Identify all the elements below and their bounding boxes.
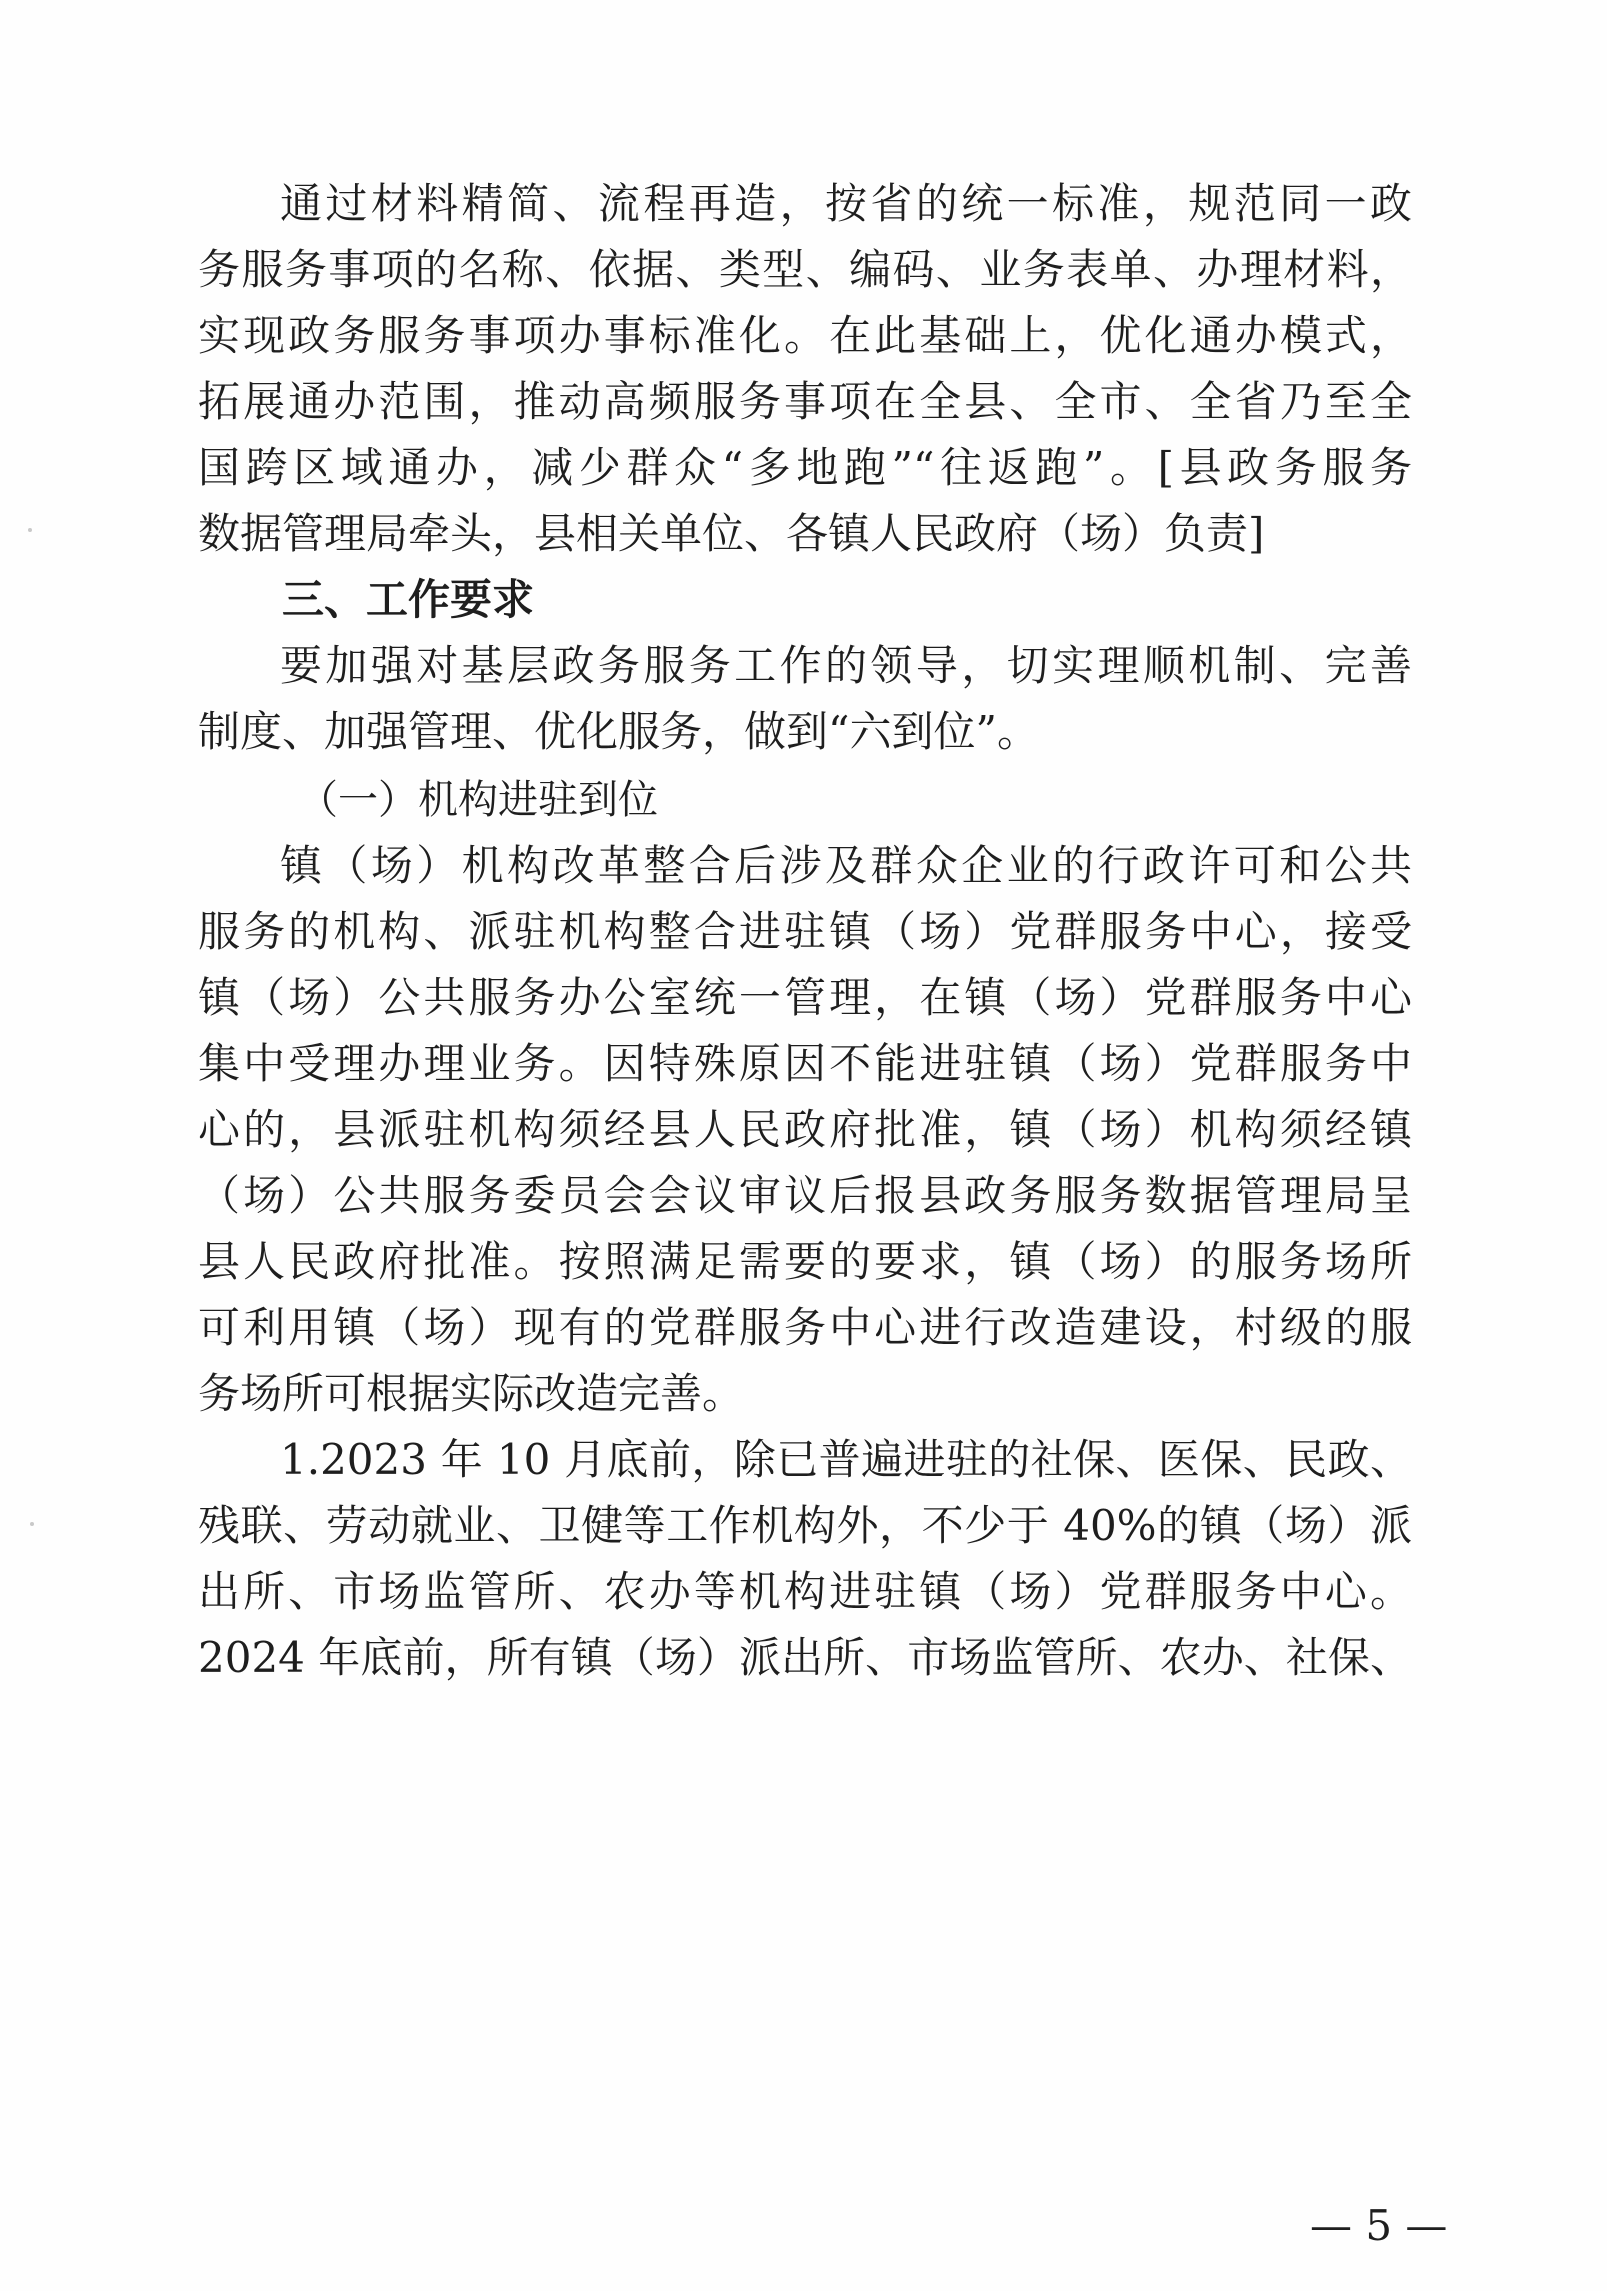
scan-speck [28,528,32,532]
paragraph-line: （场）公共服务委员会会议审议后报县政务服务数据管理局呈 [198,1171,1412,1220]
paragraph-line: 镇（场）机构改革整合后涉及群众企业的行政许可和公共 [280,841,1412,890]
paragraph-line: 1.2023 年 10 月底前，除已普遍进驻的社保、医保、民政、 [280,1435,1412,1484]
paragraph-line: 2024 年底前，所有镇（场）派出所、市场监管所、农办、社保、 [198,1633,1412,1682]
section-heading: 三、工作要求 [282,575,535,624]
paragraph-line: 镇（场）公共服务办公室统一管理，在镇（场）党群服务中心 [198,973,1412,1022]
paragraph-line: 残联、劳动就业、卫健等工作机构外，不少于 40%的镇（场）派 [198,1501,1412,1550]
paragraph-line: 出所、市场监管所、农办等机构进驻镇（场）党群服务中心。 [198,1567,1412,1616]
subsection-heading: （一）机构进驻到位 [298,777,658,823]
paragraph-line: 数据管理局牵头，县相关单位、各镇人民政府（场）负责] [198,509,1265,558]
paragraph-line: 务服务事项的名称、依据、类型、编码、业务表单、办理材料， [198,245,1412,294]
paragraph-line: 服务的机构、派驻机构整合进驻镇（场）党群服务中心，接受 [198,907,1412,956]
paragraph-line: 心的，县派驻机构须经县人民政府批准，镇（场）机构须经镇 [198,1105,1412,1154]
scan-speck [30,1522,34,1526]
paragraph-line: 县人民政府批准。按照满足需要的要求，镇（场）的服务场所 [198,1237,1412,1286]
paragraph-line: 实现政务服务事项办事标准化。在此基础上，优化通办模式， [198,311,1412,360]
paragraph-line: 可利用镇（场）现有的党群服务中心进行改造建设，村级的服 [198,1303,1412,1352]
paragraph-line: 要加强对基层政务服务工作的领导，切实理顺机制、完善 [280,641,1412,690]
paragraph-line: 拓展通办范围，推动高频服务事项在全县、全市、全省乃至全 [198,377,1412,426]
paragraph-line: 国跨区域通办，减少群众“多地跑”“往返跑”。[县政务服务 [198,443,1412,492]
paragraph-line: 务场所可根据实际改造完善。 [198,1369,745,1418]
page-number: — 5 — [1310,2201,1448,2250]
paragraph-line: 制度、加强管理、优化服务，做到“六到位”。 [198,707,1039,756]
paragraph-line: 集中受理办理业务。因特殊原因不能进驻镇（场）党群服务中 [198,1039,1412,1088]
paragraph-line: 通过材料精简、流程再造，按省的统一标准，规范同一政 [280,179,1412,228]
